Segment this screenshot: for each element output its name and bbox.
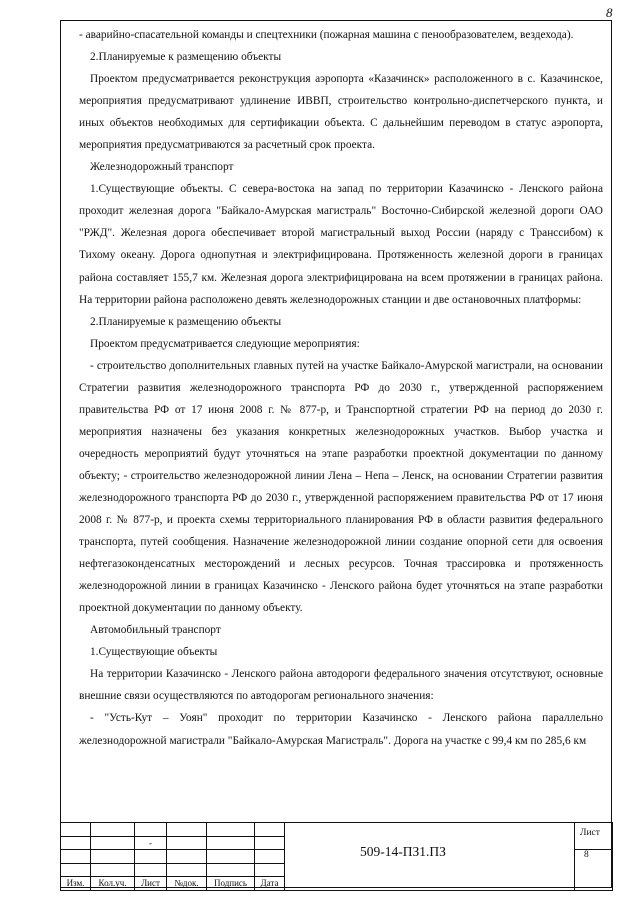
header-data: Дата xyxy=(255,877,285,891)
page-corner-number: 8 xyxy=(606,5,613,20)
header-podpis: Подпись xyxy=(207,877,255,891)
sheet-number: 8 xyxy=(584,850,589,860)
paragraph: На территории Казачинско - Ленского района автодороги федерального значения отсутствуют, основные внешние связи осуществляются по автодорогам регионального значения: xyxy=(79,668,603,703)
body-text xyxy=(79,24,603,752)
paragraph: - "Усть-Кут – Уоян" проходит по территории Казачинско - Ленского района параллельно железнодорожной магистрали "Байкало-Амурская Магистраль". Дорога на участке с 99,4 км по 285,6 км xyxy=(79,712,603,747)
paragraph: Проектом предусматривается следующие мероприятия: xyxy=(90,337,360,350)
paragraph: Проектом предусматривается реконструкция аэропорта «Казачинск» расположенного в с. Казачинское, мероприятия предусматривают удлинение ИВВП, строительство контрольно-диспетчерского пункта, и иных объектов необходимых для сертификации объекта. С дальнейшим переводом в статус аэропорта, мероприятия предусматриваются за расчетный срок проекта. xyxy=(79,73,603,152)
header-ndok: №док. xyxy=(167,877,207,891)
paragraph: - аварийно-спасательной команды и спецтехники (пожарная машина с пенообразователем, вездехода). xyxy=(79,29,574,41)
subheading: 2.Планируемые к размещению объекты xyxy=(90,51,282,64)
section-heading: Железнодорожный транспорт xyxy=(90,161,234,174)
title-block-grid xyxy=(60,822,613,891)
header-kol-uch: Кол.уч. xyxy=(91,877,135,891)
sheet-label: Лист xyxy=(580,828,600,838)
paragraph: - строительство дополнительных главных путей на участке Байкало-Амурской магистрали, на основании Стратегии развития железнодорожного транспорта РФ до 2030 г., утвержденной распоряжением правительства РФ от 17 июня 2008 г. № 877-р, и Транспортной стратегии РФ на период до 2030 г. мероприятия назначены без указания конкретных железнодорожных участков. Выбор участка и очередность мероприятий будут уточняться на этапе разработки проектной документации по данному объекту; - строительство железнодорожной линии Лена – Непа – Ленск, на основании Стратегии развития железнодорожного транспорта РФ до 2030 г., утвержденной распоряжением правительства РФ от 17 июня 2008 г. № 877-р, и проекта схемы территориального планирования РФ в области развития федерального транспорта, путей сообщения. Назначение железнодорожной линии создание опорной сети для освоения нефтегазоконденсатных месторождений и лесных ресурсов. Точная трассировка и протяженность железнодорожной линии в границах Казачинско - Ленского района будет уточняться на этапе разработки проектной документации по данному объекту. xyxy=(79,359,603,615)
subheading: 1.Существующие объекты xyxy=(90,646,218,659)
document-code: 509-14-ПЗ1.ПЗ xyxy=(360,844,446,859)
header-list: Лист xyxy=(135,877,167,891)
sheet-number-cell xyxy=(575,850,613,891)
paragraph: 1.Существующие объекты. С севера-востока на запад по территории Казачинско - Ленского района проходит железная дорога "Байкало-Амурская магистраль" Восточно-Сибирской железной дороги ОАО "РЖД". Железная дорога обеспечивает второй магистральный выход России (наряду с Транссибом) к Тихому океану. Дорога однопутная и электрифицирована. Протяженность железной дороги в границах района составляет 155,7 км. Железная дорога электрифицирована на всем протяжении в границах района. На территории района расположено девять железнодорожных станции и две остановочных платформы: xyxy=(79,183,603,306)
subheading: 2.Планируемые к размещению объекты xyxy=(90,315,282,328)
title-block xyxy=(60,822,612,888)
header-izm: Изм. xyxy=(61,877,91,891)
section-heading: Автомобильный транспорт xyxy=(90,624,221,637)
small-mark: - xyxy=(135,836,167,850)
